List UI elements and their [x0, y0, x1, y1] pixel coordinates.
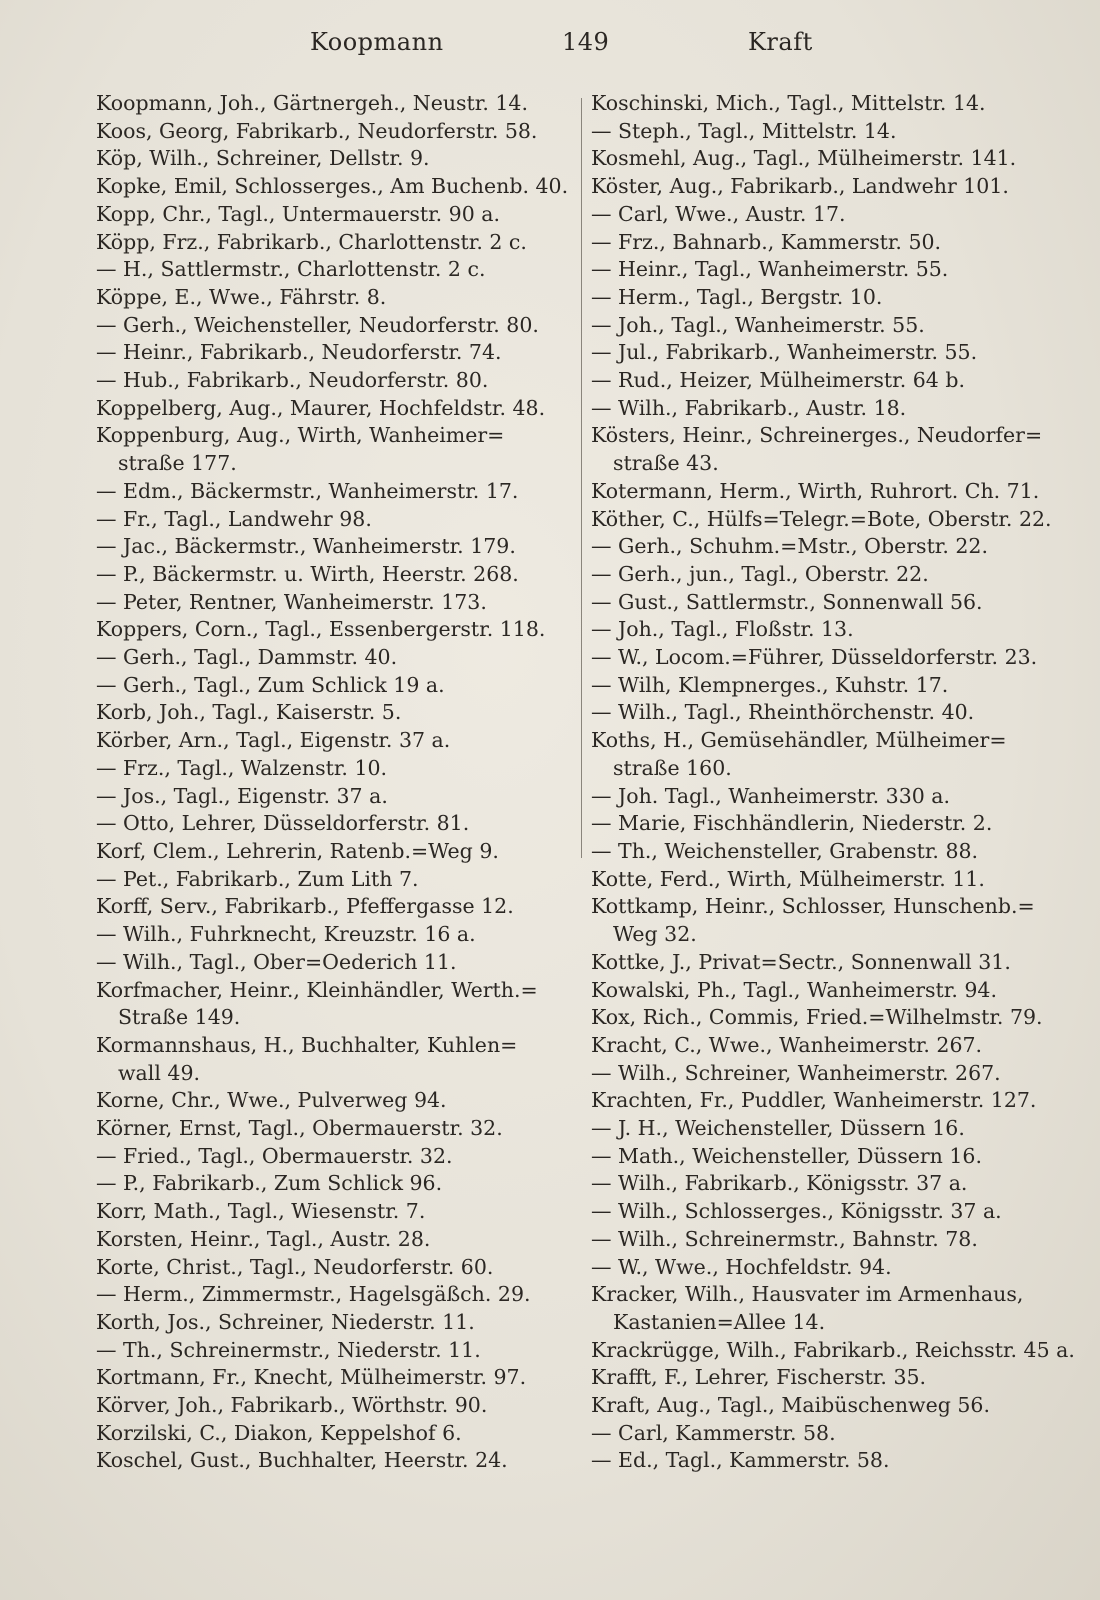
directory-entry: Kopp, Chr., Tagl., Untermauerstr. 90 a.: [96, 201, 501, 226]
directory-entry: — Wilh., Tagl., Ober=Oederich 11.: [96, 949, 457, 974]
directory-entry: — Rud., Heizer, Mülheimerstr. 64 b.: [591, 368, 965, 393]
header-last-name: Kraft: [748, 28, 813, 56]
directory-entry-continuation: wall 49.: [118, 1060, 200, 1085]
directory-entry: Kopke, Emil, Schlosserges., Am Buchenb. 40.: [96, 174, 569, 199]
directory-entry: — Jos., Tagl., Eigenstr. 37 a.: [96, 783, 388, 808]
directory-entry: Koppelberg, Aug., Maurer, Hochfeldstr. 48.: [96, 395, 546, 420]
directory-entry: Köther, C., Hülfs=Telegr.=Bote, Oberstr. 22.: [591, 506, 1052, 531]
directory-entry: Kottkamp, Heinr., Schlosser, Hunschenb.=: [591, 894, 1035, 919]
directory-entry: — Gerh., Schuhm.=Mstr., Oberstr. 22.: [591, 534, 988, 559]
directory-entry: Kosmehl, Aug., Tagl., Mülheimerstr. 141.: [591, 146, 1017, 171]
directory-entry: — Th., Weichensteller, Grabenstr. 88.: [591, 838, 979, 863]
directory-entry: Kox, Rich., Commis, Fried.=Wilhelmstr. 79.: [591, 1005, 1043, 1030]
directory-entry: — P., Bäckermstr. u. Wirth, Heerstr. 268.: [96, 561, 519, 586]
directory-entry: — Gerh., Tagl., Zum Schlick 19 a.: [96, 672, 445, 697]
directory-entry: Kracker, Wilh., Hausvater im Armenhaus,: [591, 1282, 1024, 1307]
directory-entry: — Joh. Tagl., Wanheimerstr. 330 a.: [591, 783, 951, 808]
directory-entry: — H., Sattlermstr., Charlottenstr. 2 c.: [96, 257, 486, 282]
directory-entry: — Wilh, Klempnerges., Kuhstr. 17.: [591, 672, 949, 697]
directory-entry: Köster, Aug., Fabrikarb., Landwehr 101.: [591, 174, 1009, 199]
directory-entry: — Carl, Kammerstr. 58.: [591, 1420, 836, 1445]
directory-entry: — J. H., Weichensteller, Düssern 16.: [591, 1116, 965, 1141]
directory-entry: Kösters, Heinr., Schreinerges., Neudorfer=: [591, 423, 1043, 448]
directory-entry: Krafft, F., Lehrer, Fischerstr. 35.: [591, 1365, 927, 1390]
directory-entry: — Fr., Tagl., Landwehr 98.: [96, 506, 372, 531]
directory-entry: Koopmann, Joh., Gärtnergeh., Neustr. 14.: [96, 91, 528, 115]
directory-entry: — Heinr., Fabrikarb., Neudorferstr. 74.: [96, 340, 502, 365]
directory-entry: Körner, Ernst, Tagl., Obermauerstr. 32.: [96, 1116, 503, 1141]
directory-entry: Kotermann, Herm., Wirth, Ruhrort. Ch. 71.: [591, 478, 1040, 503]
directory-entry: Koos, Georg, Fabrikarb., Neudorferstr. 58.: [96, 118, 538, 143]
directory-entry: — Jac., Bäckermstr., Wanheimerstr. 179.: [96, 534, 516, 559]
directory-entry-continuation: Straße 149.: [118, 1005, 241, 1030]
directory-entry: — Frz., Tagl., Walzenstr. 10.: [96, 755, 388, 780]
directory-entry: Koppers, Corn., Tagl., Essenbergerstr. 118.: [96, 617, 546, 642]
directory-entry-continuation: straße 43.: [613, 451, 719, 476]
directory-entry: Koths, H., Gemüsehändler, Mülheimer=: [591, 728, 1007, 753]
directory-entry: — W., Locom.=Führer, Düsseldorferstr. 23.: [591, 645, 1038, 670]
directory-entry: — Gerh., Weichensteller, Neudorferstr. 80.: [96, 312, 539, 337]
directory-entry: — Pet., Fabrikarb., Zum Lith 7.: [96, 866, 419, 891]
directory-entry: Koschel, Gust., Buchhalter, Heerstr. 24.: [96, 1448, 508, 1473]
directory-entry: Korb, Joh., Tagl., Kaiserstr. 5.: [96, 700, 402, 725]
directory-entry: — Wilh., Schreiner, Wanheimerstr. 267.: [591, 1060, 1001, 1085]
directory-entry: — Frz., Bahnarb., Kammerstr. 50.: [591, 229, 942, 254]
directory-entry-continuation: straße 160.: [613, 755, 732, 780]
directory-entry: — Herm., Tagl., Bergstr. 10.: [591, 284, 883, 309]
page-number: 149: [562, 28, 610, 56]
directory-entry: — Gust., Sattlermstr., Sonnenwall 56.: [591, 589, 983, 614]
directory-entry: — Carl, Wwe., Austr. 17.: [591, 201, 846, 226]
directory-entry: — Steph., Tagl., Mittelstr. 14.: [591, 118, 897, 143]
directory-entry: — Marie, Fischhändlerin, Niederstr. 2.: [591, 811, 993, 836]
directory-entry: Korfmacher, Heinr., Kleinhändler, Werth.=: [96, 977, 538, 1002]
directory-entry: Korf, Clem., Lehrerin, Ratenb.=Weg 9.: [96, 838, 499, 863]
directory-entry-continuation: straße 177.: [118, 451, 237, 476]
directory-entry: Korth, Jos., Schreiner, Niederstr. 11.: [96, 1309, 475, 1334]
directory-entry: Korzilski, C., Diakon, Keppelshof 6.: [96, 1420, 462, 1445]
left-column: [96, 90, 586, 1475]
directory-entry-continuation: Kastanien=Allee 14.: [613, 1309, 826, 1334]
directory-entry: Körver, Joh., Fabrikarb., Wörthstr. 90.: [96, 1393, 488, 1418]
directory-entry: — Wilh., Fuhrknecht, Kreuzstr. 16 a.: [96, 922, 476, 947]
directory-entry: — Wilh., Fabrikarb., Königsstr. 37 a.: [591, 1171, 968, 1196]
directory-entry: — P., Fabrikarb., Zum Schlick 96.: [96, 1171, 443, 1196]
directory-entry: Kormannshaus, H., Buchhalter, Kuhlen=: [96, 1032, 518, 1057]
directory-entry: Köppe, E., Wwe., Fährstr. 8.: [96, 284, 387, 309]
directory-entry: Krachten, Fr., Puddler, Wanheimerstr. 127.: [591, 1088, 1037, 1113]
directory-entry: Krackrügge, Wilh., Fabrikarb., Reichsstr. 45 a.: [591, 1337, 1075, 1362]
directory-entry: Kracht, C., Wwe., Wanheimerstr. 267.: [591, 1032, 983, 1057]
directory-entry: — Jul., Fabrikarb., Wanheimerstr. 55.: [591, 340, 978, 365]
directory-entry: Körber, Arn., Tagl., Eigenstr. 37 a.: [96, 728, 451, 753]
directory-entry: Korff, Serv., Fabrikarb., Pfeffergasse 12.: [96, 894, 514, 919]
directory-entry: Köpp, Frz., Fabrikarb., Charlottenstr. 2 c.: [96, 229, 527, 254]
directory-entry: — Ed., Tagl., Kammerstr. 58.: [591, 1448, 890, 1473]
directory-entry: — Wilh., Tagl., Rheinthörchenstr. 40.: [591, 700, 975, 725]
directory-entry: Korne, Chr., Wwe., Pulverweg 94.: [96, 1088, 447, 1113]
directory-entry: — Herm., Zimmermstr., Hagelsgäßch. 29.: [96, 1282, 531, 1307]
directory-entry: Kowalski, Ph., Tagl., Wanheimerstr. 94.: [591, 977, 997, 1002]
directory-entry: — Wilh., Fabrikarb., Austr. 18.: [591, 395, 907, 420]
directory-entry-continuation: Weg 32.: [613, 922, 697, 947]
directory-entry: — Math., Weichensteller, Düssern 16.: [591, 1143, 982, 1168]
directory-entry: — Peter, Rentner, Wanheimerstr. 173.: [96, 589, 487, 614]
header-first-name: Koopmann: [310, 28, 444, 56]
right-column: [591, 90, 1081, 1475]
directory-entry: Kottke, J., Privat=Sectr., Sonnenwall 31.: [591, 949, 1011, 974]
directory-entry: Koppenburg, Aug., Wirth, Wanheimer=: [96, 423, 505, 448]
directory-entry: Koschinski, Mich., Tagl., Mittelstr. 14.: [591, 91, 986, 115]
directory-entry: — Wilh., Schreinermstr., Bahnstr. 78.: [591, 1226, 978, 1251]
directory-entry: — Joh., Tagl., Floßstr. 13.: [591, 617, 854, 642]
directory-entry: Kraft, Aug., Tagl., Maibüschenweg 56.: [591, 1393, 990, 1418]
directory-entry: — W., Wwe., Hochfeldstr. 94.: [591, 1254, 892, 1279]
directory-entry: Korsten, Heinr., Tagl., Austr. 28.: [96, 1226, 431, 1251]
directory-entry: — Edm., Bäckermstr., Wanheimerstr. 17.: [96, 478, 519, 503]
directory-entry: Kortmann, Fr., Knecht, Mülheimerstr. 97.: [96, 1365, 527, 1390]
directory-entry: — Joh., Tagl., Wanheimerstr. 55.: [591, 312, 925, 337]
directory-entry: — Th., Schreinermstr., Niederstr. 11.: [96, 1337, 481, 1362]
directory-entry: — Heinr., Tagl., Wanheimerstr. 55.: [591, 257, 949, 282]
directory-entry: — Wilh., Schlosserges., Königsstr. 37 a.: [591, 1199, 1002, 1224]
directory-entry: — Gerh., Tagl., Dammstr. 40.: [96, 645, 398, 670]
directory-entry: — Otto, Lehrer, Düsseldorferstr. 81.: [96, 811, 470, 836]
directory-entry: — Gerh., jun., Tagl., Oberstr. 22.: [591, 561, 929, 586]
directory-entry: — Hub., Fabrikarb., Neudorferstr. 80.: [96, 368, 489, 393]
directory-entry: — Fried., Tagl., Obermauerstr. 32.: [96, 1143, 453, 1168]
directory-entry: Korte, Christ., Tagl., Neudorferstr. 60.: [96, 1254, 494, 1279]
directory-entry: Kotte, Ferd., Wirth, Mülheimerstr. 11.: [591, 866, 985, 891]
page-header: [0, 28, 1100, 68]
directory-entry: Köp, Wilh., Schreiner, Dellstr. 9.: [96, 146, 430, 171]
directory-entry: Korr, Math., Tagl., Wiesenstr. 7.: [96, 1199, 426, 1224]
column-divider: [581, 98, 582, 858]
